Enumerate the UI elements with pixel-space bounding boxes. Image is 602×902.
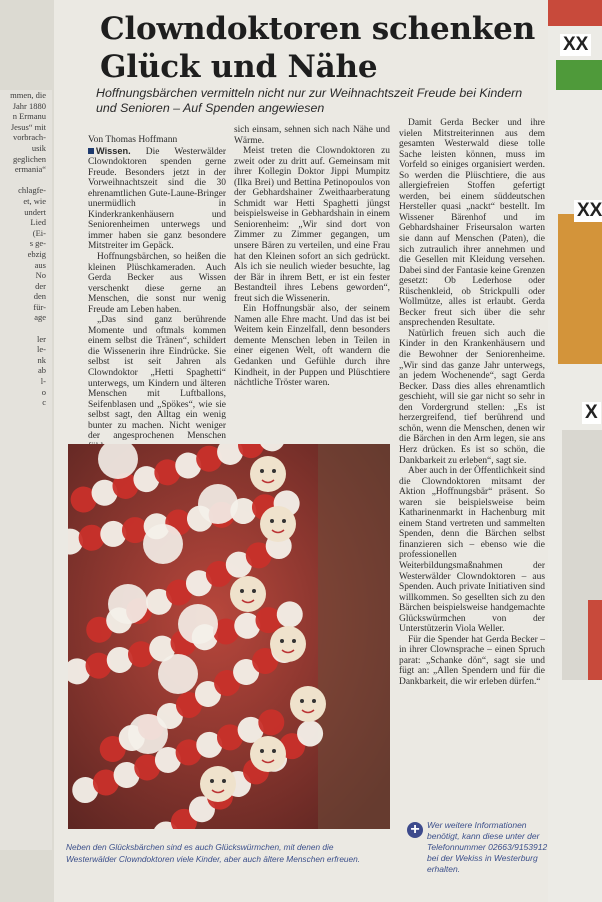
left-column-fragment: age: [34, 312, 46, 323]
left-column-fragment: et, wie: [23, 195, 46, 206]
pompom: [128, 714, 168, 754]
left-column-fragment: ebzig: [27, 248, 46, 259]
left-column-fragment: aus: [34, 259, 46, 270]
glowworm-face: [230, 576, 266, 612]
pompom: [108, 584, 148, 624]
left-column-fragment: ab: [37, 365, 46, 376]
headline: Clowndoktoren schenken Glück und Nähe: [100, 11, 536, 85]
dateline: Wissen.: [96, 145, 131, 156]
left-column-fragment: [0, 493, 52, 504]
red-color-block: [548, 0, 602, 26]
glowworm-face: [250, 736, 286, 772]
byline: Von Thomas Hoffmann: [88, 135, 178, 145]
left-column-fragment: [0, 408, 52, 419]
paragraph: Ein Hoffnungsbär also, der seinem Namen alle Ehre macht. Und das ist bei Weitem kein Einzelfall, denn besonders demente Menschen leben in Teilen in einer eigenen Welt, oft wandern die Gedanken und Gefühle durch ihre Kindheit, in der Puppen und Plüschtiere nächtliche Tröster waren.: [234, 304, 390, 389]
left-column-fragment: [0, 323, 52, 334]
right-neighbor-column: [548, 0, 602, 902]
left-column-fragment: No: [35, 270, 46, 281]
left-column-fragment: ler: [37, 333, 46, 344]
glowworm-face: [290, 686, 326, 722]
glowworm-photo-illustration: [68, 444, 390, 829]
left-column-fragment: le-: [37, 344, 46, 355]
lead-paragraph: [88, 146, 226, 252]
left-column-fragment: c: [42, 397, 46, 408]
left-column-fragment: Lied: [30, 217, 46, 228]
left-column-fragment: Jesus“ mit: [10, 121, 46, 132]
left-column-fragment: [0, 175, 52, 186]
left-column-fragment: l-: [40, 376, 46, 387]
left-column-fragment: Jahr 1880: [12, 100, 46, 111]
paragraph: Aber auch in der Öffentlichkeit sind die Clowndoktoren mitsamt der Aktion „Hoffnungsbär“ präsent. So waren sie beispielsweise beim Katharinenmarkt in Hachenburg mit einem Stand vertreten und sammelten Spenden, denn die Bärchen selbst finanzieren sich – ebenso wie die professionellen Weiterbildungsmaßnahmen der Westerwälder Clowndoktoren – aus Spenden. Auch private Initiativen sind willkommen. So gesellten sich zu den Bärchen beispielsweise handgemachte Glückswürmchen von der Unterstützerin Viola Weller.: [399, 466, 545, 635]
orange-color-block: [558, 214, 602, 364]
article-column-1: [88, 135, 226, 452]
article: [54, 0, 548, 902]
red-edge-strip: [588, 600, 602, 680]
glowworm-face: [250, 456, 286, 492]
paragraph: sich einsam, sehnen sich nach Nähe und Wärme.: [234, 125, 390, 146]
left-neighbor-column: [0, 90, 52, 850]
paragraph: Natürlich freuen sich auch die Kinder in den Krankenhäusern und die Bewohner der Seniorenheime. „Wir sind das ganze Jahr unterwegs, an jedem Wochenende“, sagt Gerda Becker. Dass dies alles ehrenamtlich geschieht, will sie gar nicht so sehr in den Vordergrund stellen: „Es ist herzergreifend, tief berührend und schön, wenn die Menschen, denen wir die Bärchen in den Arm legen, sie ans Herz drücken. Es ist so schön, die Dankbarkeit zu erleben“, sagt sie.: [399, 328, 545, 466]
paragraph: Für die Spender hat Gerda Becker – in ihrer Clownsprache – einen Spruch parat: „Schanke dön“, sagt sie und fügt an: „Allen Spendern und für die Dankbarkeit, die wir erleben dürfen.“: [399, 634, 545, 687]
left-column-fragment: [0, 461, 52, 472]
info-box: Wer weitere Informationen benötigt, kann diese unter der Telefonnummer 02663/9153912 bei der Wekiss in Westerburg erhalten.: [427, 820, 548, 874]
left-column-fragment: s ge-: [29, 238, 46, 249]
left-column-fragment: [0, 503, 52, 514]
pompom: [158, 654, 198, 694]
left-column-fragment: vorbrach-: [12, 132, 46, 143]
info-plus-icon: +: [407, 822, 423, 838]
glowworm-face: [200, 766, 236, 802]
left-column-fragment: für-: [33, 301, 46, 312]
left-column-fragment: nk: [37, 354, 46, 365]
left-column-fragment: [0, 450, 52, 461]
left-column-fragment: [0, 482, 52, 493]
paragraph: Meist treten die Clowndoktoren zu zweit oder zu dritt auf. Gemeinsam mit ihrer Kollegin Doktor Jippi Mumpitz (Ilka Brei) und Bettina Petinopoulos von der Gebhardshainer Zweithaarberatung Schmidt war Hetti Spaghetti jüngst beispielsweise in Gebhardshain in einem Seniorenheim: „Wir sind dort von Zimmer zu Zimmer gegangen, um unsere Bären zu verteilen, und eine Frau hat den Kleinen sofort an sich gedrückt. Als ich sie neulich wieder besuchte, lag der Bär in ihrem Bett, er ist ein fester Bestandteil ihres Lebens geworden“, freut sich die Wissenerin.: [234, 146, 390, 304]
left-column-fragment: undert: [24, 206, 46, 217]
article-column-2: [234, 125, 390, 389]
left-column-fragment: geglichen: [12, 153, 46, 164]
left-column-fragment: [0, 429, 52, 440]
left-column-fragment: usik: [31, 142, 46, 153]
xx-label-mid: XX: [574, 200, 602, 222]
paragraph: „Das sind ganz berührende Momente und oftmals kommen einem selbst die Tränen“, schildert die Wissenerin ihre Eindrücke. Sie selbst ist seit Jahren als Clowndoktor „Hetti Spaghetti“ unterwegs, um Kindern und älteren Menschen mit Luftballons, Seifenblasen und „Spökes“, wie sie selbst sagt, den Alltag ein wenig bunter zu machen. Nicht weniger der angesprochenen Menschen: [88, 315, 226, 442]
left-column-fragment: chlagfe-: [18, 185, 46, 196]
article-photo: [68, 444, 390, 829]
xx-label-top: XX: [560, 34, 591, 56]
left-column-fragment: der: [35, 280, 46, 291]
left-column-fragment: mmen, die: [10, 90, 46, 100]
left-column-fragment: (Ei-: [32, 227, 46, 238]
paragraph: Damit Gerda Becker und ihre vielen Mitstreiterinnen aus dem gesamten Westerwald diese tolle Sache leisten können, muss im Vorfeld so einiges organisiert werden. So werden die Plüschtiere, die aus allergiefreien Stoffen gefertigt werden, bei einem süddeutschen Hersteller quasi „nackt“ bestellt. Im Wissener Bärenhof und im Gebhardshainer Friseursalon warten sie dann auf Menschen (Paten), die sich zutraulich ihrer annehmen und die Gesellen mit Kleidung versehen. Dabei sind der Fantasie keine Grenzen gesetzt: Ob Lederhose oder Rüschenkleid, ob Strickpulli oder Wollmütze, alles ist erlaubt. Gerda Becker freut sich über die sehr ansprechenden Resultate.: [399, 118, 545, 329]
glowworm-face: [270, 626, 306, 662]
left-column-fragment: [0, 418, 52, 429]
glowworm-face: [260, 506, 296, 542]
article-column-3: [399, 118, 545, 688]
left-column-fragment: [0, 440, 52, 451]
left-column-fragment: o: [41, 386, 46, 397]
photo-caption: Neben den Glücksbärchen sind es auch Glückswürmchen, mit denen die Westerwälder Clowndoktoren viele Kinder, aber auch ältere Menschen erfreuen.: [66, 842, 361, 864]
left-column-fragment: ermania“: [14, 164, 46, 175]
paragraph: Hoffnungsbärchen, so heißen die kleinen Plüschkameraden. Auch Gerda Becker aus Wissen verschenkt diese gerne an Menschen, die sonst nur wenig Freude am Leben haben.: [88, 252, 226, 315]
subheadline: Hoffnungsbärchen vermitteln nicht nur zur Weihnachtszeit Freude bei Kindern und Senioren – Auf Spenden angewiesen: [96, 86, 523, 115]
left-column-fragment: [0, 471, 52, 482]
pompom: [178, 604, 218, 644]
pompom: [198, 484, 238, 524]
dateline-square-icon: [88, 148, 94, 154]
left-column-fragment: n Ermanu: [12, 111, 46, 122]
green-color-block: [556, 60, 602, 90]
left-column-fragment: den: [33, 291, 46, 302]
xx-label-low: X: [582, 402, 601, 424]
paragraph: Die Westerwälder Clowndoktoren spenden gerne Freude. Besonders jetzt in der Vorweihnachtszeit sind die 30 ehrenamtlichen Gute-Laune-Bringer unermüdlich in Kinderkrankenhäusern und Seniorenheimen unterwegs und immer haben sie ganz besondere Mitstreiter im Gepäck.: [88, 146, 226, 252]
pompom: [143, 524, 183, 564]
